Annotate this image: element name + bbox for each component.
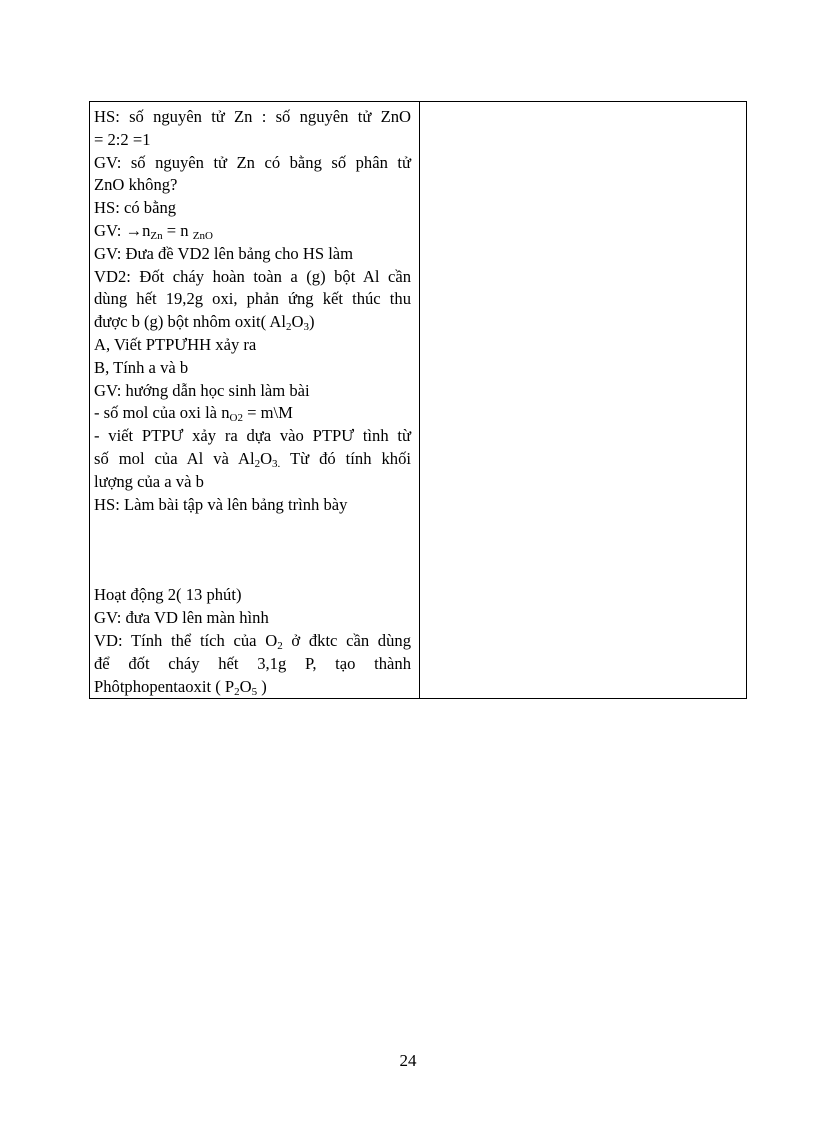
text-line	[94, 266, 411, 289]
text-run: )	[257, 676, 267, 696]
text-run: để đốt cháy hết 3,1g P, tạo thành	[94, 653, 411, 673]
lesson-content	[90, 102, 419, 698]
subscript: 2	[234, 685, 240, 698]
subscript: O2	[229, 412, 243, 425]
text-run: lượng của a và b	[94, 471, 204, 491]
text-run: VD2: Đốt cháy hoàn toàn a (g) bột Al cần	[94, 266, 411, 286]
subscript: 3	[303, 321, 309, 334]
text-run: O	[239, 676, 252, 696]
text-run: Từ đó tính khối	[280, 448, 411, 468]
text-run: GV: hướng dẫn học sinh làm bài	[94, 380, 310, 400]
text-line	[94, 197, 411, 220]
text-line	[94, 425, 411, 448]
text-line	[94, 676, 411, 699]
text-run: - số mol của oxi là n	[94, 403, 230, 423]
text-line	[94, 630, 411, 653]
text-run: Hoạt động 2( 13 phút)	[94, 585, 242, 605]
subscript: 2	[254, 457, 261, 470]
subscript: 3.	[272, 457, 281, 470]
text-line	[94, 607, 411, 630]
text-run: dùng hết 19,2g oxi, phản ứng kết thúc thu	[94, 289, 411, 309]
right-column-cell	[420, 102, 747, 699]
text-line	[94, 129, 411, 152]
subscript: ZnO	[192, 229, 213, 242]
text-run: GV: số nguyên tử Zn có bằng số phân tử	[94, 152, 411, 172]
text-run: A, Viết PTPƯHH xảy ra	[94, 334, 257, 354]
text-run: VD: Tính thể tích của O	[94, 630, 278, 650]
text-run: GV: Đưa đề VD2 lên bảng cho HS làm	[94, 243, 354, 263]
subscript: 2	[286, 321, 292, 334]
text-line	[94, 220, 411, 243]
text-run: GV: →n	[94, 220, 151, 240]
subscript: Zn	[150, 229, 163, 242]
text-line	[94, 174, 411, 197]
table-row	[90, 102, 747, 699]
subscript: 5	[251, 685, 258, 698]
text-line	[94, 402, 411, 425]
text-line	[94, 471, 411, 494]
text-run: GV: đưa VD lên màn hình	[94, 608, 269, 628]
page-number: 24	[399, 1051, 417, 1070]
text-run: ở đktc cần dùng	[282, 630, 411, 650]
text-run: số mol của Al và Al	[94, 448, 255, 468]
text-line	[94, 494, 411, 517]
text-run: HS: số nguyên tử Zn : số nguyên tử ZnO	[94, 107, 411, 126]
text-line	[94, 357, 411, 380]
text-run: O	[291, 312, 304, 332]
text-line	[94, 288, 411, 311]
text-line	[94, 106, 411, 129]
text-run: )	[308, 312, 315, 332]
text-run: B, Tính a và b	[94, 357, 189, 377]
text-run: - viết PTPƯ xảy ra dựa vào PTPƯ tình từ	[94, 426, 411, 446]
text-line	[94, 584, 411, 607]
lesson-table	[89, 101, 747, 699]
text-line	[94, 334, 411, 357]
text-run: HS: Làm bài tập và lên bảng trình bày	[94, 494, 348, 514]
text-run: Phôtphopentaoxit ( P	[94, 676, 235, 696]
text-run: = m\M	[242, 403, 293, 423]
subscript: 2	[277, 639, 283, 652]
blank-space	[94, 516, 411, 584]
left-column-cell	[90, 102, 420, 699]
text-line	[94, 653, 411, 676]
text-run: HS: có bằng	[94, 198, 177, 218]
text-line	[94, 311, 411, 334]
text-run: = n	[162, 220, 193, 240]
text-line	[94, 243, 411, 266]
text-line	[94, 152, 411, 175]
text-line	[94, 448, 411, 471]
text-run: = 2:2 =1	[94, 129, 151, 149]
text-run: ZnO không?	[94, 175, 178, 195]
text-run: được b (g) bột nhôm oxit( Al	[94, 312, 286, 332]
text-line	[94, 380, 411, 403]
text-run: O	[260, 448, 273, 468]
